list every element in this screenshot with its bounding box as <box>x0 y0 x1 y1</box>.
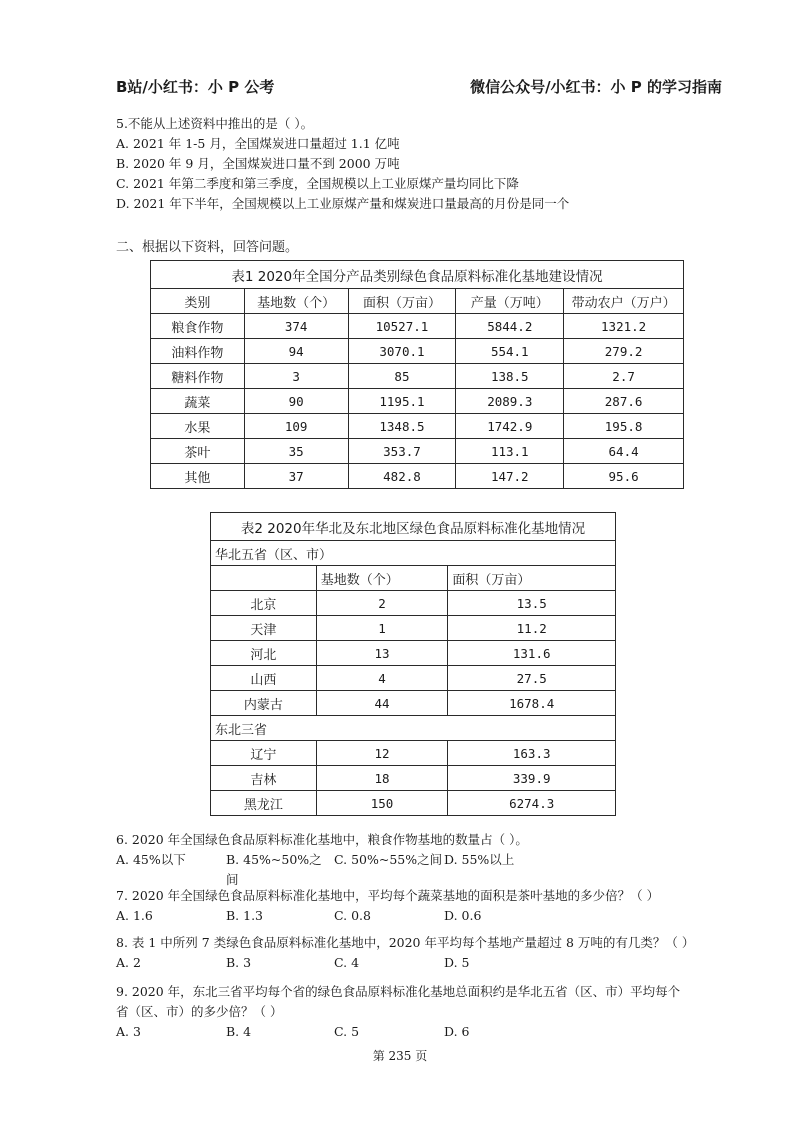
column-header <box>211 566 317 591</box>
option-b: B. 3 <box>226 955 252 970</box>
table-row <box>211 766 616 791</box>
table-title: 表2 2020年华北及东北地区绿色食品原料标准化基地情况 <box>211 513 616 541</box>
table-cell: 粮食作物 <box>151 314 245 339</box>
option-a: A. 2021 年 1-5 月，全国煤炭进口量超过 1.1 亿吨 <box>116 136 400 151</box>
option-c: C. 2021 年第二季度和第三季度，全国规模以上工业原煤产量均同比下降 <box>116 176 519 191</box>
table-cell: 195.8 <box>564 414 684 439</box>
table-row <box>151 389 684 414</box>
option-b: B. 1.3 <box>226 908 264 923</box>
header-left-text: B站/小红书：小 P 公考 <box>116 78 275 96</box>
option-a: A. 45%以下 <box>116 852 186 867</box>
table-cell: 2.7 <box>564 364 684 389</box>
table-row <box>151 314 684 339</box>
region-row <box>211 716 616 741</box>
table-cell: 13.5 <box>448 591 616 616</box>
table-header-row <box>151 289 684 314</box>
table-cell: 44 <box>316 691 448 716</box>
table-cell: 1742.9 <box>456 414 564 439</box>
table-cell: 天津 <box>211 616 317 641</box>
option-c: C. 4 <box>334 955 360 970</box>
table-cell: 1 <box>316 616 448 641</box>
question-stem: 7. 2020 年全国绿色食品原料标准化基地中，平均每个蔬菜基地的面积是茶叶基地的多少倍？（ ） <box>116 888 660 903</box>
table-cell: 18 <box>316 766 448 791</box>
table-cell: 10527.1 <box>348 314 456 339</box>
table-2 <box>210 512 616 816</box>
table-row <box>151 439 684 464</box>
table-title-row <box>211 513 616 541</box>
option-d: D. 6 <box>444 1024 470 1039</box>
table-cell: 109 <box>244 414 348 439</box>
table-row <box>211 791 616 816</box>
table-row <box>211 591 616 616</box>
table-cell: 河北 <box>211 641 317 666</box>
header-right-text: 微信公众号/小红书：小 P 的学习指南 <box>470 78 722 96</box>
page-header <box>116 76 722 100</box>
table-cell: 27.5 <box>448 666 616 691</box>
column-header: 产量（万吨） <box>456 289 564 314</box>
table-cell: 油料作物 <box>151 339 245 364</box>
question-stem-line-2: 省（区、市）的多少倍？（ ） <box>116 1004 283 1019</box>
table-cell: 蔬菜 <box>151 389 245 414</box>
table-cell: 85 <box>348 364 456 389</box>
column-header: 带动农户（万户） <box>564 289 684 314</box>
column-header: 面积（万亩） <box>448 566 616 591</box>
table-title-row <box>151 261 684 289</box>
table-cell: 64.4 <box>564 439 684 464</box>
table-cell: 1321.2 <box>564 314 684 339</box>
options-row <box>116 906 736 926</box>
table-cell: 黑龙江 <box>211 791 317 816</box>
question-stem: 6. 2020 年全国绿色食品原料标准化基地中，粮食作物基地的数量占（ ）。 <box>116 832 528 847</box>
option-c: C. 50%~55%之间 <box>334 852 443 867</box>
table-cell: 12 <box>316 741 448 766</box>
option-c: C. 5 <box>334 1024 360 1039</box>
table-cell: 6274.3 <box>448 791 616 816</box>
table-cell: 内蒙古 <box>211 691 317 716</box>
table-cell: 吉林 <box>211 766 317 791</box>
table-cell: 287.6 <box>564 389 684 414</box>
table-row <box>211 741 616 766</box>
table-cell: 150 <box>316 791 448 816</box>
table-cell: 147.2 <box>456 464 564 489</box>
option-a: A. 3 <box>116 1024 141 1039</box>
options-row <box>116 850 736 890</box>
table-cell: 2 <box>316 591 448 616</box>
table-cell: 11.2 <box>448 616 616 641</box>
table-cell: 554.1 <box>456 339 564 364</box>
table-cell: 1678.4 <box>448 691 616 716</box>
table-header-row <box>211 566 616 591</box>
table-row <box>211 666 616 691</box>
table-row <box>211 641 616 666</box>
table-row <box>211 616 616 641</box>
table-cell: 163.3 <box>448 741 616 766</box>
table-cell: 3070.1 <box>348 339 456 364</box>
table-cell: 辽宁 <box>211 741 317 766</box>
page-number: 第 235 页 <box>372 1049 428 1063</box>
table-cell: 95.6 <box>564 464 684 489</box>
column-header: 面积（万亩） <box>348 289 456 314</box>
table-cell: 糖料作物 <box>151 364 245 389</box>
table-cell: 138.5 <box>456 364 564 389</box>
table-cell: 35 <box>244 439 348 464</box>
table-cell: 其他 <box>151 464 245 489</box>
table-row <box>151 364 684 389</box>
table-row <box>211 691 616 716</box>
table-row <box>151 414 684 439</box>
options-row <box>116 1022 736 1042</box>
column-header: 类别 <box>151 289 245 314</box>
option-d: D. 2021 年下半年，全国规模以上工业原煤产量和煤炭进口量最高的月份是同一个 <box>116 196 570 211</box>
column-header: 基地数（个） <box>316 566 448 591</box>
option-b: B. 45%~50%之间 <box>226 852 322 887</box>
table-cell: 113.1 <box>456 439 564 464</box>
table-1 <box>150 260 684 489</box>
table-cell: 3 <box>244 364 348 389</box>
region-label-northeast: 东北三省 <box>211 716 616 741</box>
table-cell: 水果 <box>151 414 245 439</box>
option-a: A. 2 <box>116 955 141 970</box>
table-cell: 茶叶 <box>151 439 245 464</box>
table-title: 表1 2020年全国分产品类别绿色食品原料标准化基地建设情况 <box>151 261 684 289</box>
region-row <box>211 541 616 566</box>
region-label-north: 华北五省（区、市） <box>211 541 616 566</box>
question-stem-line-1: 9. 2020 年，东北三省平均每个省的绿色食品原料标准化基地总面积约是华北五省（区、市）平均每个 <box>116 984 681 999</box>
question-6 <box>116 830 736 890</box>
column-header: 基地数（个） <box>244 289 348 314</box>
option-a: A. 1.6 <box>116 908 153 923</box>
table-cell: 山西 <box>211 666 317 691</box>
table-cell: 5844.2 <box>456 314 564 339</box>
table-row <box>151 339 684 364</box>
question-7 <box>116 886 736 926</box>
table-cell: 279.2 <box>564 339 684 364</box>
table-cell: 4 <box>316 666 448 691</box>
table-cell: 北京 <box>211 591 317 616</box>
table-cell: 1348.5 <box>348 414 456 439</box>
question-9 <box>116 982 736 1042</box>
table-cell: 374 <box>244 314 348 339</box>
table-cell: 94 <box>244 339 348 364</box>
question-8 <box>116 933 736 973</box>
option-b: B. 2020 年 9 月，全国煤炭进口量不到 2000 万吨 <box>116 156 400 171</box>
option-c: C. 0.8 <box>334 908 371 923</box>
question-stem: 5.不能从上述资料中推出的是（ ）。 <box>116 116 314 131</box>
table-cell: 37 <box>244 464 348 489</box>
option-d: D. 5 <box>444 955 470 970</box>
question-stem: 8. 表 1 中所列 7 类绿色食品原料标准化基地中，2020 年平均每个基地产量超过 8 万吨的有几类？（ ） <box>116 935 695 950</box>
section-title: 二、根据以下资料，回答问题。 <box>116 240 299 255</box>
table-cell: 339.9 <box>448 766 616 791</box>
table-cell: 482.8 <box>348 464 456 489</box>
question-5 <box>116 114 736 214</box>
options-row <box>116 953 736 973</box>
table-row <box>151 464 684 489</box>
table-cell: 2089.3 <box>456 389 564 414</box>
table-cell: 353.7 <box>348 439 456 464</box>
table-cell: 90 <box>244 389 348 414</box>
option-d: D. 0.6 <box>444 908 482 923</box>
table-cell: 13 <box>316 641 448 666</box>
table-cell: 1195.1 <box>348 389 456 414</box>
table-cell: 131.6 <box>448 641 616 666</box>
option-d: D. 55%以上 <box>444 852 515 867</box>
option-b: B. 4 <box>226 1024 252 1039</box>
